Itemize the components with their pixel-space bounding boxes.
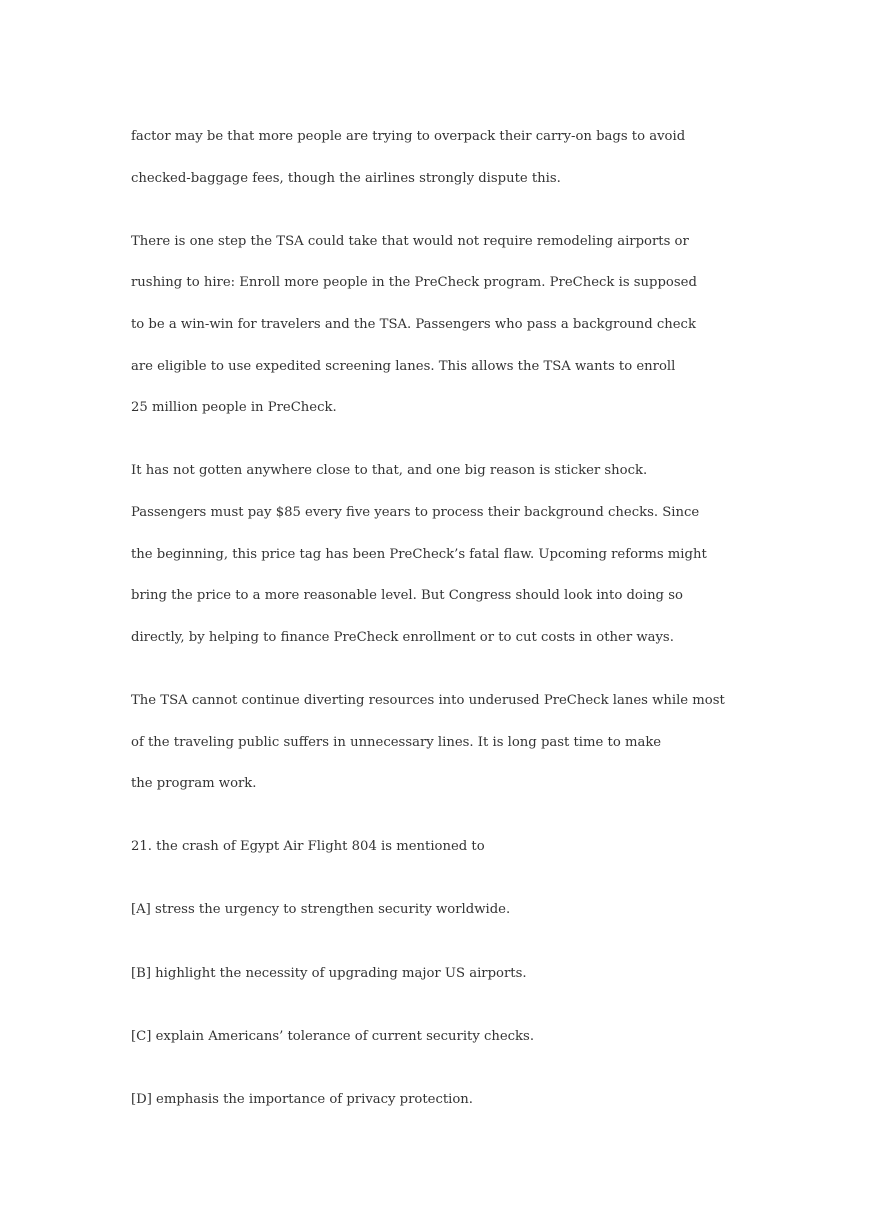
question-option-a: [A] stress the urgency to strengthen security worldwide.	[131, 902, 511, 918]
paragraph-4	[131, 680, 741, 805]
paragraph-line: checked-baggage fees, though the airlines strongly dispute this.	[131, 170, 561, 186]
paragraph-line: The TSA cannot continue diverting resources into underused PreCheck lanes while most	[131, 692, 725, 708]
question-option-b: [B] highlight the necessity of upgrading major US airports.	[131, 965, 527, 981]
question-option-c: [C] explain Americans’ tolerance of current security checks.	[131, 1028, 535, 1044]
question-stem: 21. the crash of Egypt Air Flight 804 is mentioned to	[131, 839, 485, 855]
paragraph-line: factor may be that more people are trying to overpack their carry-on bags to avoid	[131, 129, 686, 144]
paragraph-line: There is one step the TSA could take that would not require remodeling airports or	[131, 233, 689, 249]
paragraph-1	[131, 116, 741, 199]
paragraph-line: directly, by helping to finance PreCheck enrollment or to cut costs in other ways.	[131, 629, 674, 645]
paragraph-line: Passengers must pay $85 every five years to process their background checks. Since	[131, 504, 700, 520]
paragraph-2	[131, 221, 741, 429]
paragraph-line: 25 million people in PreCheck.	[131, 400, 337, 416]
question-option-d: [D] emphasis the importance of privacy protection.	[131, 1092, 473, 1108]
paragraph-line: rushing to hire: Enroll more people in the PreCheck program. PreCheck is supposed	[131, 275, 697, 291]
paragraph-line: of the traveling public suffers in unnecessary lines. It is long past time to make	[131, 734, 662, 750]
document-page	[131, 116, 741, 1142]
paragraph-line: bring the price to a more reasonable level. But Congress should look into doing so	[131, 588, 683, 604]
paragraph-line: the beginning, this price tag has been PreCheck’s fatal flaw. Upcoming reforms might	[131, 546, 707, 562]
paragraph-3	[131, 450, 741, 658]
paragraph-line: It has not gotten anywhere close to that, and one big reason is sticker shock.	[131, 463, 648, 479]
paragraph-line: are eligible to use expedited screening lanes. This allows the TSA wants to enroll	[131, 358, 676, 374]
paragraph-line: the program work.	[131, 776, 257, 792]
paragraph-line: to be a win-win for travelers and the TSA. Passengers who pass a background check	[131, 316, 696, 332]
